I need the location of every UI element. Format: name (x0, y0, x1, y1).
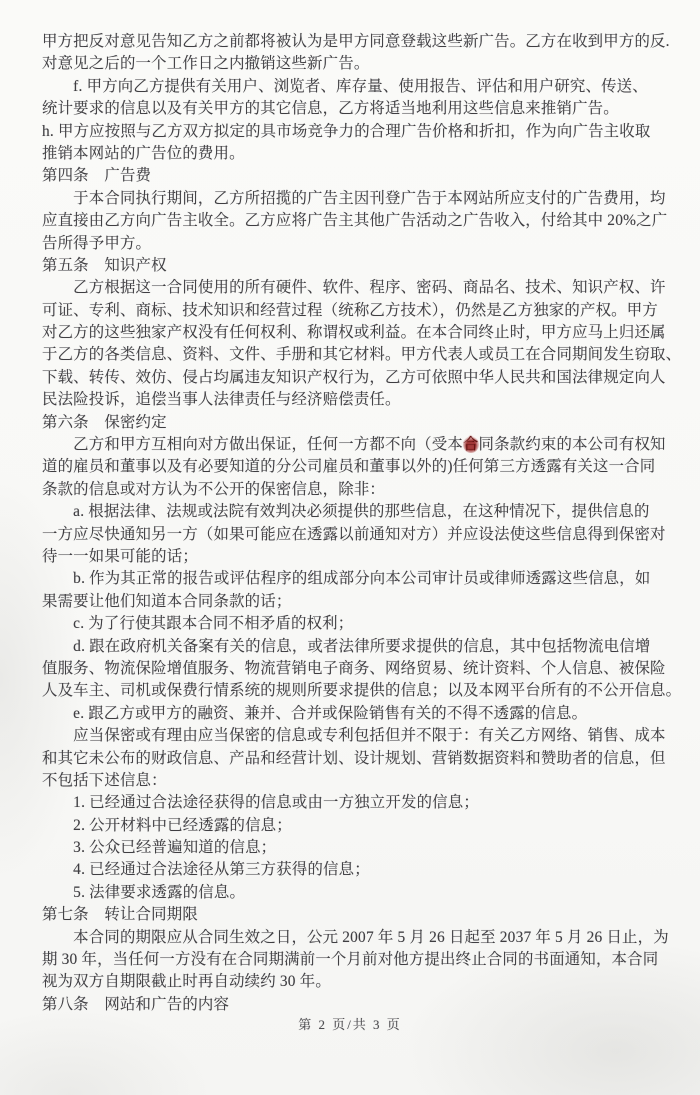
document-line: 第五条 知识产权 (42, 256, 167, 274)
document-line: 和其它未公布的财政信息、产品和经营计划、设计规划、营销数据资料和赞助者的信息，但 (42, 749, 666, 767)
document-line: 道的雇员和董事以及有必要知道的分公司雇员和董事以外的)任何第三方透露有关这一合同 (42, 458, 656, 476)
document-line: a. 根据法律、法规或法院有效判决必须提供的那些信息，在这种情况下，提供信息的 (42, 503, 650, 521)
document-line: b. 作为其正常的报告或评估程序的组成部分向本公司审计员或律师透露这些信息，如 (42, 570, 651, 588)
document-line: 值服务、物流保险增值服务、物流营销电子商务、网络贸易、统计资料、个人信息、被保险 (42, 659, 666, 677)
document-line: 应当保密或有理由应当保密的信息或专利包括但并不限于：有关乙方网络、销售、成本 (42, 727, 666, 745)
document-line: 不包括下述信息： (42, 771, 167, 789)
page-footer: 第 2 页/共 3 页 (298, 1017, 402, 1032)
document-line: 第六条 保密约定 (42, 413, 167, 431)
document-line: 对意见之后的一个工作日之内撤销这些新广告。 (42, 55, 370, 73)
document-line: 5. 法律要求透露的信息。 (42, 883, 246, 901)
document-line: 民法险投诉，追偿当事人法律责任与经济赔偿责任。 (42, 391, 401, 409)
document-line: 推销本网站的广告位的费用。 (42, 144, 245, 162)
document-line: d. 跟在政府机关备案有关的信息，或者法律所要求提供的信息，其中包括物流电信增 (42, 637, 651, 655)
document-line: 可证、专利、商标、技术知识和经营过程（统称乙方技术），仍然是乙方独家的产权。甲方 (42, 301, 658, 319)
document-line: c. 为了行使其跟本合同不相矛盾的权利； (42, 615, 354, 633)
document-line: e. 跟乙方或甲方的融资、兼并、合并或保险销售有关的不得不透露的信息。 (42, 704, 588, 722)
document-line: 乙方和甲方互相向对方做出保证，任何一方都不向（受本合同条款约束的本公司有权知 (42, 436, 666, 454)
document-line: 待一一如果可能的话； (42, 547, 198, 565)
document-line: h. 甲方应按照与乙方双方拟定的具市场竞争力的合理广告价格和折扣，作为向广告主收取 (42, 122, 651, 140)
document-text (42, 31, 682, 1016)
document-line: 告所得予甲方。 (42, 234, 152, 252)
document-line: 条款的信息或对方认为不公开的保密信息，除非： (42, 480, 385, 498)
document-line: 第七条 转让合同期限 (42, 906, 198, 924)
document-line: 第四条 广告费 (42, 167, 152, 185)
document-line: 4. 已经通过合法途径从第三方获得的信息； (42, 861, 370, 879)
document-line: 果需要让他们知道本合同条款的话； (42, 592, 292, 610)
document-line: 甲方把反对意见告知乙方之前都将被认为是甲方同意登载这些新广告。乙方在收到甲方的反. (42, 33, 670, 50)
document-line: 2. 公开材料中已经透露的信息； (42, 816, 292, 834)
document-line: 第八条 网站和广告的内容 (42, 995, 230, 1013)
document-line: 人及车主、司机或保费行情系统的规则所要求提供的信息；以及本网平台所有的不公开信息。 (42, 682, 682, 700)
document-line: 视为双方自期限截止时再自动续约 30 年。 (42, 973, 331, 991)
red-ink-smudge: 合 (462, 436, 479, 454)
document-line: 1. 已经通过合法途径获得的信息或由一方独立开发的信息； (42, 794, 479, 812)
document-line: 本合同的期限应从合同生效之日，公元 2007 年 5 月 26 日起至 2037 年 5 月 26 日止，为 (42, 928, 669, 946)
document-line: 于乙方的各类信息、资料、文件、手册和其它材料。甲方代表人或员工在合同期间发生窃取、 (42, 346, 682, 364)
document-line: 应直接由乙方向广告主收全。乙方应将广告主其他广告活动之广告收入，付给其中 20%之广 (42, 212, 668, 230)
document-line: 对乙方的这些独家产权没有任何权利、称谓权或利益。在本合同终止时，甲方应马上归还属 (42, 324, 666, 342)
document-line: 于本合同执行期间，乙方所招揽的广告主因刊登广告于本网站所应支付的广告费用，均 (42, 189, 666, 207)
document-line: 一方应尽快通知另一方（如果可能应在透露以前通知对方）并应设法使这些信息得到保密对 (42, 525, 666, 543)
document-line: 统计要求的信息以及有关甲方的其它信息，乙方将适当地利用这些信息来推销广告。 (42, 100, 619, 118)
document-line: 下载、转传、效仿、侵占均属违友知识产权行为，乙方可依照中华人民共和国法律规定向人 (42, 368, 666, 386)
document-line: 3. 公众已经普遍知道的信息； (42, 839, 277, 857)
document-line: 乙方根据这一合同使用的所有硬件、软件、程序、密码、商品名、技术、知识产权、许 (42, 279, 666, 297)
document-line: 期 30 年，当任何一方没有在合同期满前一个月前对他方提出终止合同的书面通知，本合同 (42, 951, 659, 969)
document-line: f. 甲方向乙方提供有关用户、浏览者、库存量、使用报告、评估和用户研究、传送、 (42, 77, 648, 95)
